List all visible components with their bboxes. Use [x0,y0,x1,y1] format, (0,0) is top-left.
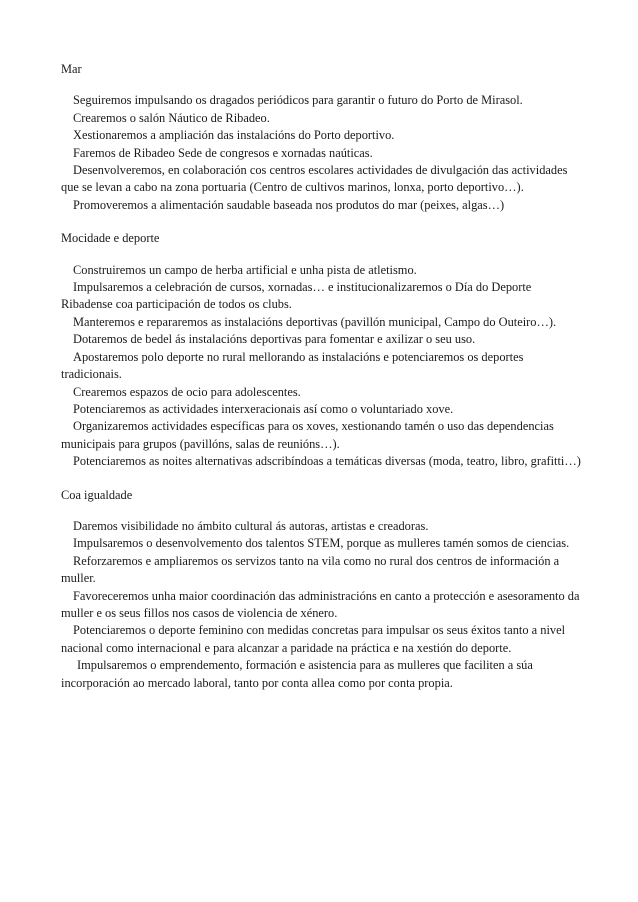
paragraph: Impulsaremos a celebración de cursos, xornadas… e institucionalizaremos o Día do Deporte Ribadense coa participación de todos os clubs. [61,280,532,312]
paragraph: Crearemos o salón Náutico de Ribadeo. [73,110,270,125]
section-mocidade-e-deporte [61,230,581,470]
section-heading: Coa igualdade [61,487,133,502]
paragraph: Dotaremos de bedel ás instalacións deportivas para fomentar e axilizar o seu uso. [73,332,476,347]
section-coa-igualdade [61,487,581,692]
paragraph: Seguiremos impulsando os dragados periódicos para garantir o futuro do Porto de Mirasol. [73,93,523,108]
section-mar [61,61,581,214]
paragraph: Construiremos un campo de herba artificial e unha pista de atletismo. [73,262,417,277]
paragraph: Daremos visibilidade no ámbito cultural ás autoras, artistas e creadoras. [73,518,429,533]
paragraph: Xestionaremos a ampliación das instalacións do Porto deportivo. [73,128,395,143]
section-heading: Mar [61,62,82,76]
paragraph: Promoveremos a alimentación saudable baseada nos produtos do mar (peixes, algas…) [73,197,505,212]
paragraph: Desenvolveremos, en colaboración cos centros escolares actividades de divulgación das actividades que se levan a cabo na zona portuaria (Centro de cultivos marinos, lonxa, porto deportivo…). [61,163,568,195]
paragraph: Crearemos espazos de ocio para adolescentes. [73,384,301,399]
paragraph: Favoreceremos unha maior coordinación das administracións en canto a protección e asesoramento da muller e os seus fillos nos casos de violencia de xénero. [61,588,580,620]
paragraph: Manteremos e repararemos as instalacións deportivas (pavillón municipal, Campo do Outeiro…). [73,314,557,329]
section-heading: Mocidade e deporte [61,231,160,246]
paragraph: Faremos de Ribadeo Sede de congresos e xornadas naúticas. [73,145,373,160]
document-body [61,61,581,692]
paragraph: Impulsaremos o desenvolvemento dos talentos STEM, porque as mulleres tamén somos de ciencias. [73,536,570,551]
paragraph: Apostaremos polo deporte no rural mellorando as instalacións e potenciaremos os deportes tradicionais. [61,349,524,382]
paragraph: Organizaremos actividades específicas para os xoves, xestionando tamén o uso das dependencias municipais para grupos (pavillóns, salas de reunións…). [61,419,554,451]
paragraph: Potenciaremos as actividades interxeracionais así como o voluntariado xove. [73,401,454,416]
paragraph: Potenciaremos as noites alternativas adscribíndoas a temáticas diversas (moda, teatro, libro, grafitti…) [73,454,581,469]
paragraph: Reforzaremos e ampliaremos os servizos tanto na vila como no rural dos centros de información a muller. [61,553,560,586]
paragraph: Potenciaremos o deporte feminino con medidas concretas para impulsar os seus éxitos tanto a nivel nacional como internacional e para alcanzar a paridade na práctica e na xestión do deporte. [61,623,566,655]
paragraph: Impulsaremos o emprendemento, formación e asistencia para as mulleres que faciliten a súa incorporación ao mercado laboral, tanto por conta allea como por conta propia. [61,658,533,690]
